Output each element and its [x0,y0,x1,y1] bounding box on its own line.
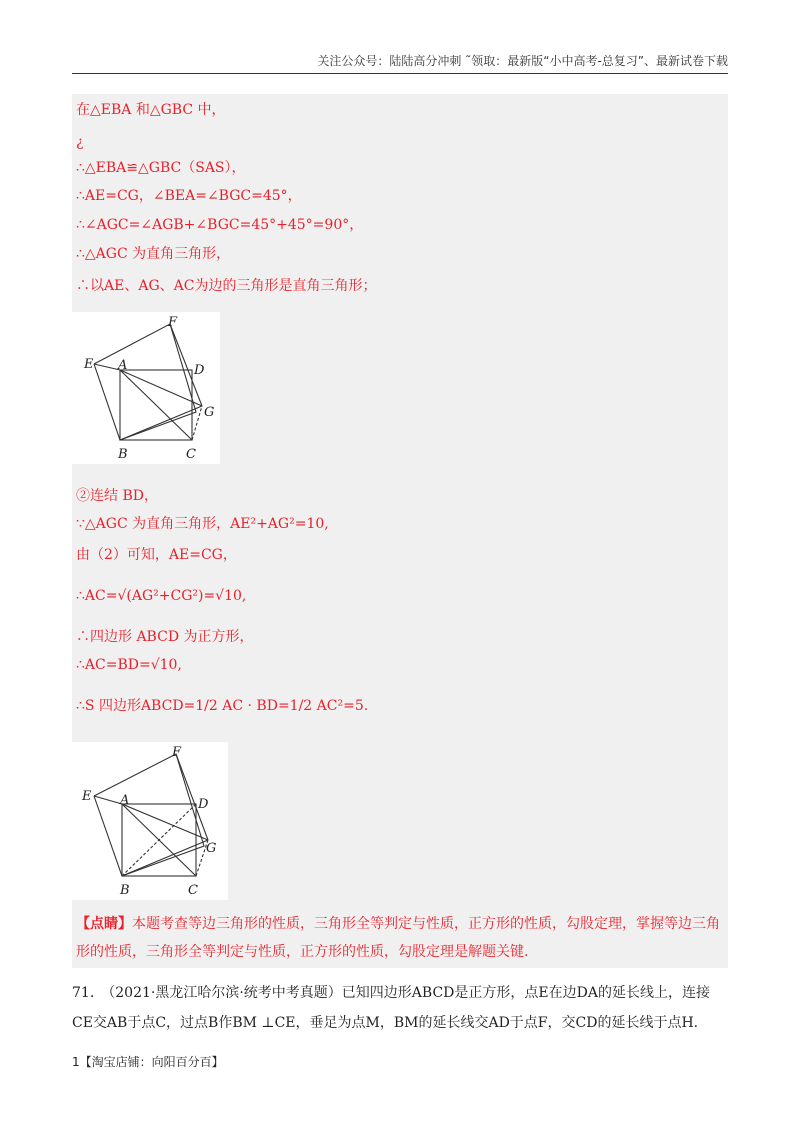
label-G: G [204,405,215,420]
part2-line-2: ∵△AGC 为直角三角形，AE²+AG²=10, [76,516,329,532]
solution-line-2: ¿ [76,134,84,150]
note-paragraph [76,910,726,966]
label-E-2: E [82,789,92,804]
header-rule [72,73,728,74]
note-text: 本题考查等边三角形的性质，三角形全等判定与性质，正方形的性质，勾股定理，掌握等边三角形的性质，三角形全等判定与性质，正方形的性质，勾股定理是解题关键. [76,916,720,960]
geometry-figure-1 [72,312,220,464]
solution-line-6: ∴△AGC 为直角三角形， [76,246,231,262]
label-A-2: A [120,793,130,808]
label-F-2: F [172,745,182,760]
label-D-2: D [198,797,209,812]
label-F: F [168,315,178,330]
label-B-2: B [120,883,130,898]
label-C-2: C [188,883,198,898]
part2-line-3: 由（2）可知，AE=CG， [76,547,237,563]
page-footer: 1【淘宝店铺：向阳百分百】 [72,1055,224,1069]
solution-line-4: ∴AE=CG，∠BEA=∠BGC=45°， [76,188,302,204]
label-A: A [118,358,128,373]
part2-line-7: ∴S 四边形ABCD=1/2 AC · BD=1/2 AC²=5. [76,698,369,714]
label-B: B [118,447,128,462]
part2-line-5: ∴四边形 ABCD 为正方形， [76,629,254,645]
label-E: E [84,357,94,372]
geometry-figure-2 [72,742,228,900]
solution-line-7: ∴以AE、AG、AC为边的三角形是直角三角形； [76,278,377,294]
note-tag: 【点睛】 [76,916,132,932]
problem-71: 71. （2021·黑龙江哈尔滨·统考中考真题）已知四边形ABCD是正方形，点E在边DA的延长线上，连接CE交AB于点C，过点B作BM ⊥CE，垂足为点M，BM的延长线交AD于点F，交CD的延长线于点H. [72,985,710,1031]
label-C: C [186,447,196,462]
part2-line-1: ②连结 BD， [76,488,158,504]
solution-line-5: ∴∠AGC=∠AGB+∠BGC=45°+45°=90°， [76,217,364,233]
part2-line-6: ∴AC=BD=√10, [76,657,182,673]
part2-line-4: ∴AC=√(AG²+CG²)=√10, [76,588,247,604]
label-D: D [194,363,205,378]
solution-block [72,94,728,968]
solution-line-3: ∴△EBA≌△GBC（SAS）， [76,160,246,176]
page-header: 关注公众号：陆陆高分冲刺 ˜领取：最新版“小中高考-总复习”、最新试卷下载 [317,54,728,68]
solution-line-1: 在△EBA 和△GBC 中， [76,102,226,118]
label-G-2: G [206,841,217,856]
